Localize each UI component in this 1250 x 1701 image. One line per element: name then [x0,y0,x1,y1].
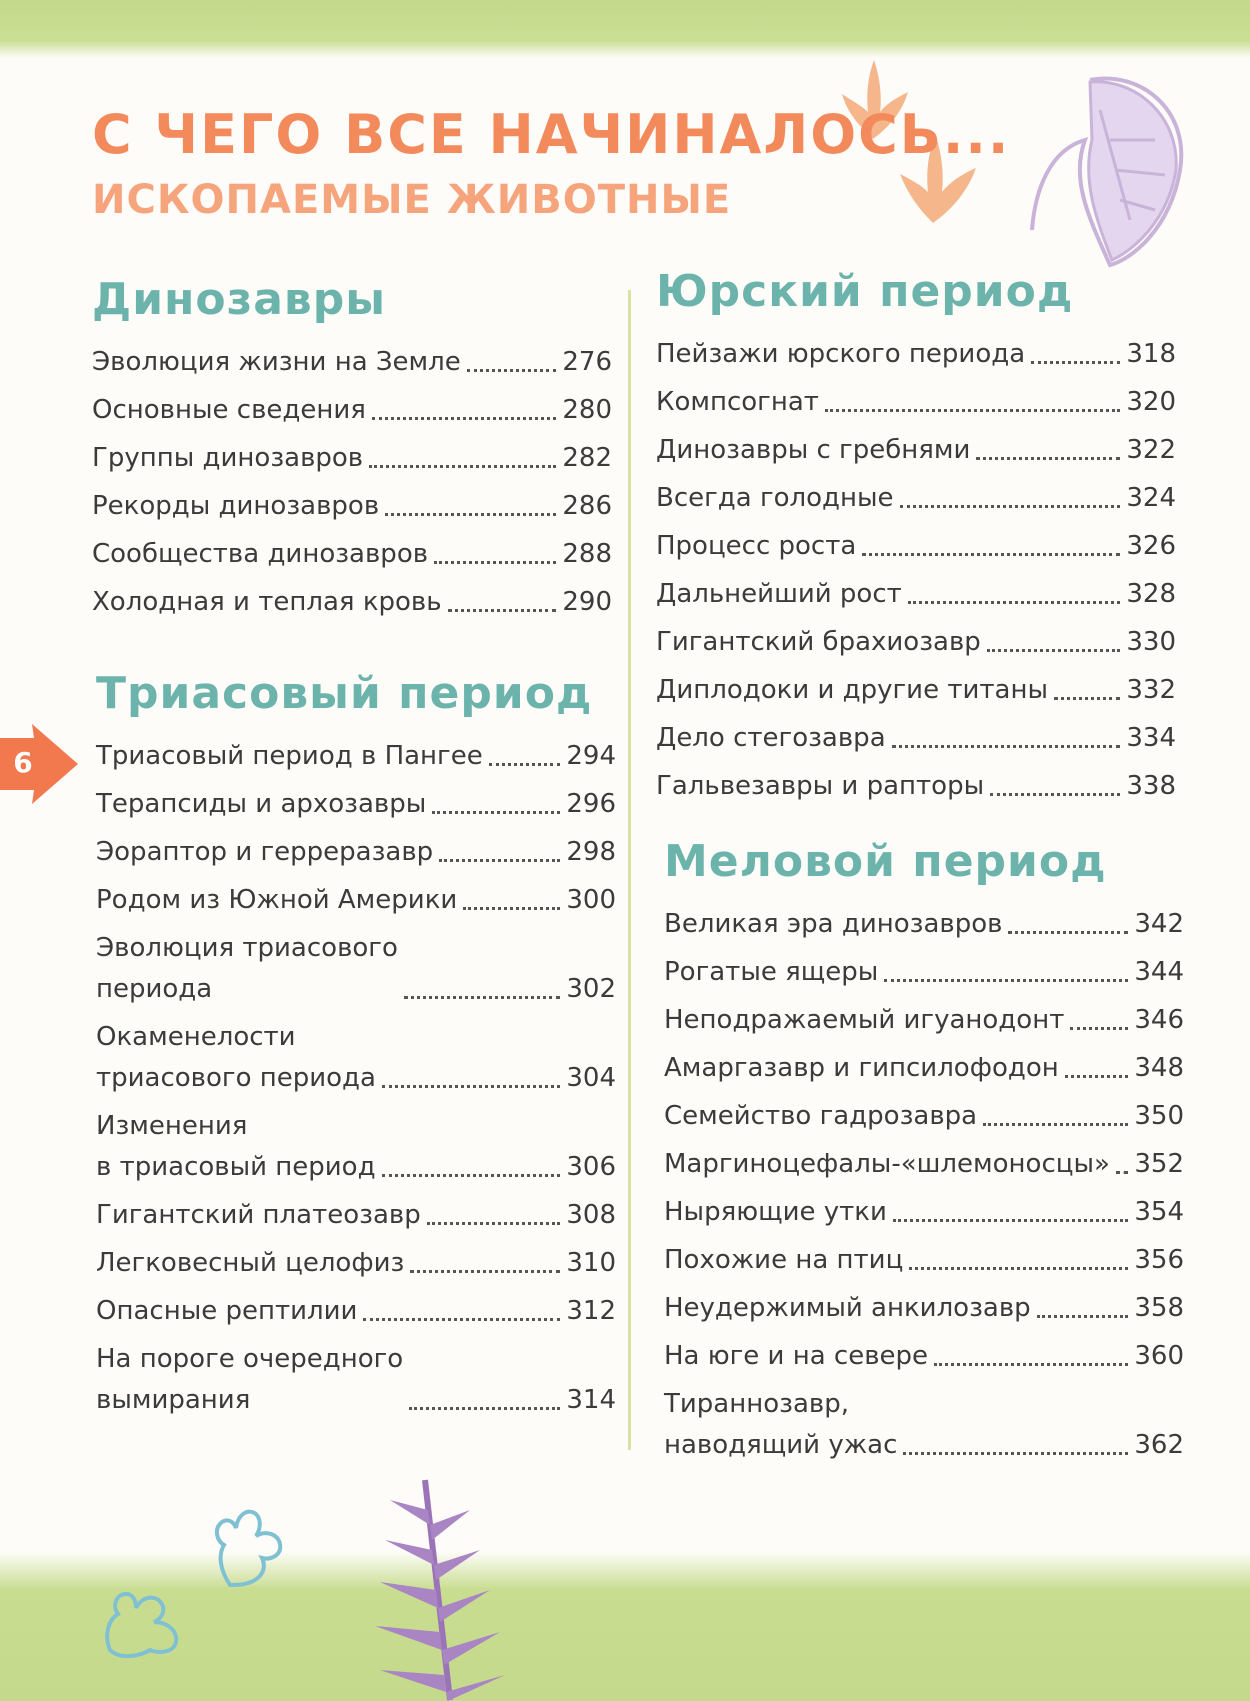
dot-leader [1070,1027,1128,1030]
toc-entry [664,952,1184,993]
toc-entry-title: Гигантский платеозавр [96,1200,421,1231]
dot-leader [439,859,560,862]
toc-entry [656,478,1176,519]
toc-entry [92,342,612,383]
toc-entry [664,904,1184,945]
toc-entry-title: Великая эра динозавров [664,909,1003,940]
section-dinosaurs [92,276,612,630]
toc-entry-page: 302 [566,974,616,1005]
toc-entry-page: 300 [566,885,616,916]
toc-entry-page: 308 [566,1200,616,1231]
toc-entry-title: Триасовый период в Пангее [96,741,483,772]
dot-leader [448,609,557,612]
toc-list [96,736,616,1421]
toc-entry [656,526,1176,567]
toc-list [656,334,1176,807]
toc-entry-title: Дальнейший рост [656,579,902,610]
section-heading: Меловой период [664,836,1107,887]
toc-entry [664,1384,1184,1466]
toc-entry [92,486,612,527]
toc-entry [92,582,612,623]
toc-entry-page: 352 [1134,1149,1184,1180]
dot-leader [884,979,1128,982]
toc-entry-title: Эволюция жизни на Земле [92,347,461,378]
toc-entry-title: Холодная и теплая кровь [92,587,442,618]
toc-entry [92,438,612,479]
section-triassic [96,670,616,1428]
toc-entry-title: Сообщества динозавров [92,539,429,570]
dot-leader [1116,1171,1128,1174]
toc-entry-title: Амаргазавр и гипсилофодон [664,1053,1059,1084]
dot-leader [427,1222,561,1225]
dot-leader [434,561,556,564]
toc-list [92,342,612,623]
dot-leader [1054,697,1120,700]
toc-entry-page: 288 [562,539,612,570]
toc-entry [656,670,1176,711]
toc-entry-page: 346 [1134,1005,1184,1036]
toc-entry [664,1048,1184,1089]
toc-entry-title: Диплодоки и другие титаны [656,675,1048,706]
toc-entry [96,880,616,921]
toc-entry-page: 322 [1126,435,1176,466]
page-number-marker [0,724,80,804]
toc-entry-page: 326 [1126,531,1176,562]
toc-entry-title: Пейзажи юрского периода [656,339,1026,370]
page-title: С ЧЕГО ВСЕ НАЧИНАЛОСЬ... [92,103,1011,166]
dot-leader [1031,361,1120,364]
section-jurassic [656,268,1176,814]
dot-leader [382,1174,561,1177]
toc-entry [664,1144,1184,1185]
leaf-icon [1030,70,1200,270]
toc-entry [96,1017,616,1099]
toc-entry [656,574,1176,615]
toc-entry-page: 282 [562,443,612,474]
toc-entry-title: Родом из Южной Америки [96,885,458,916]
toc-entry-title: Рогатые ящеры [664,957,879,988]
column-divider [628,290,631,1450]
toc-entry-title: Маргиноцефалы-«шлемоносцы» [664,1149,1110,1180]
toc-entry-title: Группы динозавров [92,443,364,474]
toc-entry-page: 324 [1126,483,1176,514]
toc-entry-page: 294 [566,741,616,772]
dot-leader [409,1407,560,1410]
toc-entry-page: 350 [1134,1101,1184,1132]
toc-entry [96,1339,616,1421]
dot-leader [369,465,556,468]
toc-entry-page: 286 [562,491,612,522]
toc-entry [96,784,616,825]
section-cretaceous [664,838,1184,1473]
dot-leader [892,745,1121,748]
toc-entry-title: Похожие на птиц [664,1245,904,1276]
toc-entry [656,718,1176,759]
dot-leader [983,1123,1128,1126]
section-heading: Триасовый период [96,668,593,719]
toc-entry [96,1195,616,1236]
toc-entry [664,1336,1184,1377]
toc-entry [656,334,1176,375]
toc-entry [92,390,612,431]
toc-entry [664,1288,1184,1329]
page-number: 6 [13,746,33,779]
dot-leader [900,505,1121,508]
toc-entry [664,1192,1184,1233]
toc-entry-page: 354 [1134,1197,1184,1228]
toc-entry-title: Компсогнат [656,387,819,418]
dot-leader [893,1219,1128,1222]
footprint-outline-icon [210,1500,290,1590]
dot-leader [990,793,1120,796]
toc-entry-page: 348 [1134,1053,1184,1084]
toc-entry-page: 280 [562,395,612,426]
toc-entry [664,1096,1184,1137]
toc-entry-title: Гальвезавры и рапторы [656,771,985,802]
toc-entry-page: 296 [566,789,616,820]
section-heading: Динозавры [92,274,387,325]
toc-entry-page: 318 [1126,339,1176,370]
toc-entry [96,1243,616,1284]
toc-entry [96,1291,616,1332]
toc-entry-page: 310 [566,1248,616,1279]
toc-entry-title: Рекорды динозавров [92,491,380,522]
toc-entry-title: На пороге очередного вымирания [96,1344,404,1416]
toc-entry-page: 314 [566,1385,616,1416]
toc-entry-page: 330 [1126,627,1176,658]
dot-leader [382,1085,560,1088]
dot-leader [934,1363,1128,1366]
dot-leader [1008,931,1128,934]
toc-entry-page: 312 [566,1296,616,1327]
top-green-band [0,0,1250,58]
toc-list [664,904,1184,1466]
toc-entry [96,832,616,873]
toc-entry-title: Семейство гадрозавра [664,1101,978,1132]
toc-entry-page: 344 [1134,957,1184,988]
dot-leader [908,601,1121,604]
toc-entry-page: 306 [566,1152,616,1183]
toc-entry-page: 276 [562,347,612,378]
toc-entry-title: Окаменелости триасового периода [96,1022,376,1094]
toc-entry-page: 360 [1134,1341,1184,1372]
toc-entry-title: Неподражаемый игуанодонт [664,1005,1065,1036]
fern-icon [330,1470,560,1701]
dot-leader [410,1270,560,1273]
toc-entry-page: 342 [1134,909,1184,940]
toc-entry-title: На юге и на севере [664,1341,929,1372]
toc-entry [656,622,1176,663]
toc-entry [664,1240,1184,1281]
toc-entry-page: 358 [1134,1293,1184,1324]
dot-leader [404,996,560,999]
dot-leader [467,369,557,372]
toc-entry [664,1000,1184,1041]
dot-leader [463,907,560,910]
toc-entry [92,534,612,575]
toc-entry-title: Процесс роста [656,531,857,562]
toc-entry [96,736,616,777]
toc-entry-page: 338 [1126,771,1176,802]
dot-leader [372,417,556,420]
dot-leader [862,553,1120,556]
dot-leader [1065,1075,1129,1078]
toc-entry-title: Динозавры с гребнями [656,435,971,466]
toc-entry-page: 298 [566,837,616,868]
section-heading: Юрский период [656,266,1074,317]
toc-entry [96,928,616,1010]
toc-entry-title: Легковесный целофиз [96,1248,405,1279]
toc-entry-title: Изменения в триасовый период [96,1111,376,1183]
dot-leader [1037,1315,1129,1318]
toc-entry-title: Ныряющие утки [664,1197,887,1228]
dot-leader [363,1318,560,1321]
toc-entry-title: Гигантский брахиозавр [656,627,981,658]
toc-entry-page: 332 [1126,675,1176,706]
toc-entry [96,1106,616,1188]
dot-leader [987,649,1121,652]
toc-entry-page: 304 [566,1063,616,1094]
toc-entry-title: Эораптор и герреразавр [96,837,434,868]
toc-entry [656,382,1176,423]
toc-entry-page: 356 [1134,1245,1184,1276]
dot-leader [903,1452,1128,1455]
toc-entry-title: Дело стегозавра [656,723,886,754]
toc-entry-title: Всегда голодные [656,483,894,514]
toc-entry-page: 334 [1126,723,1176,754]
toc-entry-page: 290 [562,587,612,618]
toc-entry-title: Основные сведения [92,395,366,426]
toc-entry-page: 320 [1126,387,1176,418]
dot-leader [825,409,1120,412]
page-subtitle: ИСКОПАЕМЫЕ ЖИВОТНЫЕ [92,177,732,223]
footprint-outline-icon [100,1580,190,1660]
toc-entry-page: 328 [1126,579,1176,610]
toc-entry-title: Терапсиды и архозавры [96,789,427,820]
dot-leader [432,811,560,814]
toc-entry-title: Тираннозавр, наводящий ужас [664,1389,898,1461]
toc-entry-title: Неудержимый анкилозавр [664,1293,1031,1324]
toc-entry [656,766,1176,807]
toc-entry-title: Эволюция триасового периода [96,933,398,1005]
toc-entry-title: Опасные рептилии [96,1296,358,1327]
toc-entry [656,430,1176,471]
dot-leader [909,1267,1128,1270]
toc-entry-page: 362 [1134,1430,1184,1461]
dot-leader [976,457,1120,460]
dot-leader [385,513,556,516]
dot-leader [489,763,561,766]
